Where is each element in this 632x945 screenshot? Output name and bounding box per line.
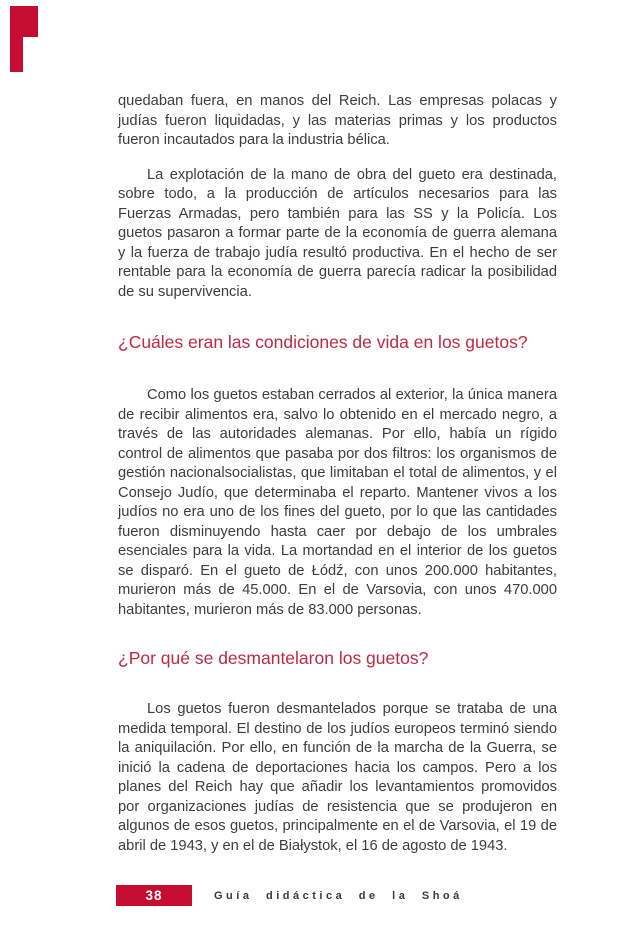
- page-corner-ornament-icon: [10, 6, 38, 72]
- paragraph-2: La explotación de la mano de obra del gueto era destinada, sobre todo, a la producción de artículos necesarios para las Fuerzas Armadas, pero también para las SS y la Policía. Los guetos pasaron a formar parte de la economía de guerra alemana y la fuerza de trabajo judía resultó productiva. En el hecho de ser rentable para la economía de guerra parecía radicar la posibilidad de su supervivencia.: [118, 166, 557, 300]
- paragraph-1: quedaban fuera, en manos del Reich. Las empresas polacas y judías fueron liquidadas, y las materias primas y los productos fueron incautados para la industria bélica.: [118, 93, 557, 148]
- paragraph-3: Como los guetos estaban cerrados al exterior, la única manera de recibir alimentos era, salvo lo obtenido en el mercado negro, a través de las autoridades alemanas. Por ello, había un rígido control de alimentos que pasaba por dos filtros: los organismos de gestión nacionalsocialistas, que limitaban el total de alimentos, y el Consejo Judío, que determinaba el reparto. Mantener vivos a los judíos no era uno de los fines del gueto, por lo que las cantidades fueron disminuyendo hasta caer por debajo de los umbrales esenciales para la vida. La mortandad en el interior de los guetos se disparó. En el gueto de Łódź, con unos 200.000 habitantes, murieron más de 45.000. En el de Varsovia, con unos 470.000 habitantes, murieron más de 83.000 personas.: [118, 387, 557, 618]
- section-heading-1: ¿Cuáles eran las condiciones de vida en los guetos?: [118, 332, 528, 352]
- page-footer: [116, 885, 463, 906]
- paragraph-4: Los guetos fueron desmantelados porque se trataba de una medida temporal. El destino de los judíos europeos terminó siendo la aniquilación. Por ello, en función de la marcha de la Guerra, se inició la cadena de deportaciones hacia los campos. Pero a los planes del Reich hay que añadir los levantamientos promovidos por organizaciones judías de resistencia que se produjeron en algunos de esos guetos, principalmente en el de Varsovia, el 19 de abril de 1943, y en el de Białystok, el 16 de agosto de 1943.: [118, 701, 557, 854]
- page-number: 38: [145, 888, 163, 903]
- page-body: [118, 92, 557, 856]
- book-title: Guía didáctica de la Shoá: [214, 889, 463, 902]
- page-number-badge: [116, 885, 192, 906]
- section-heading-2: ¿Por qué se desmantelaron los guetos?: [118, 648, 429, 668]
